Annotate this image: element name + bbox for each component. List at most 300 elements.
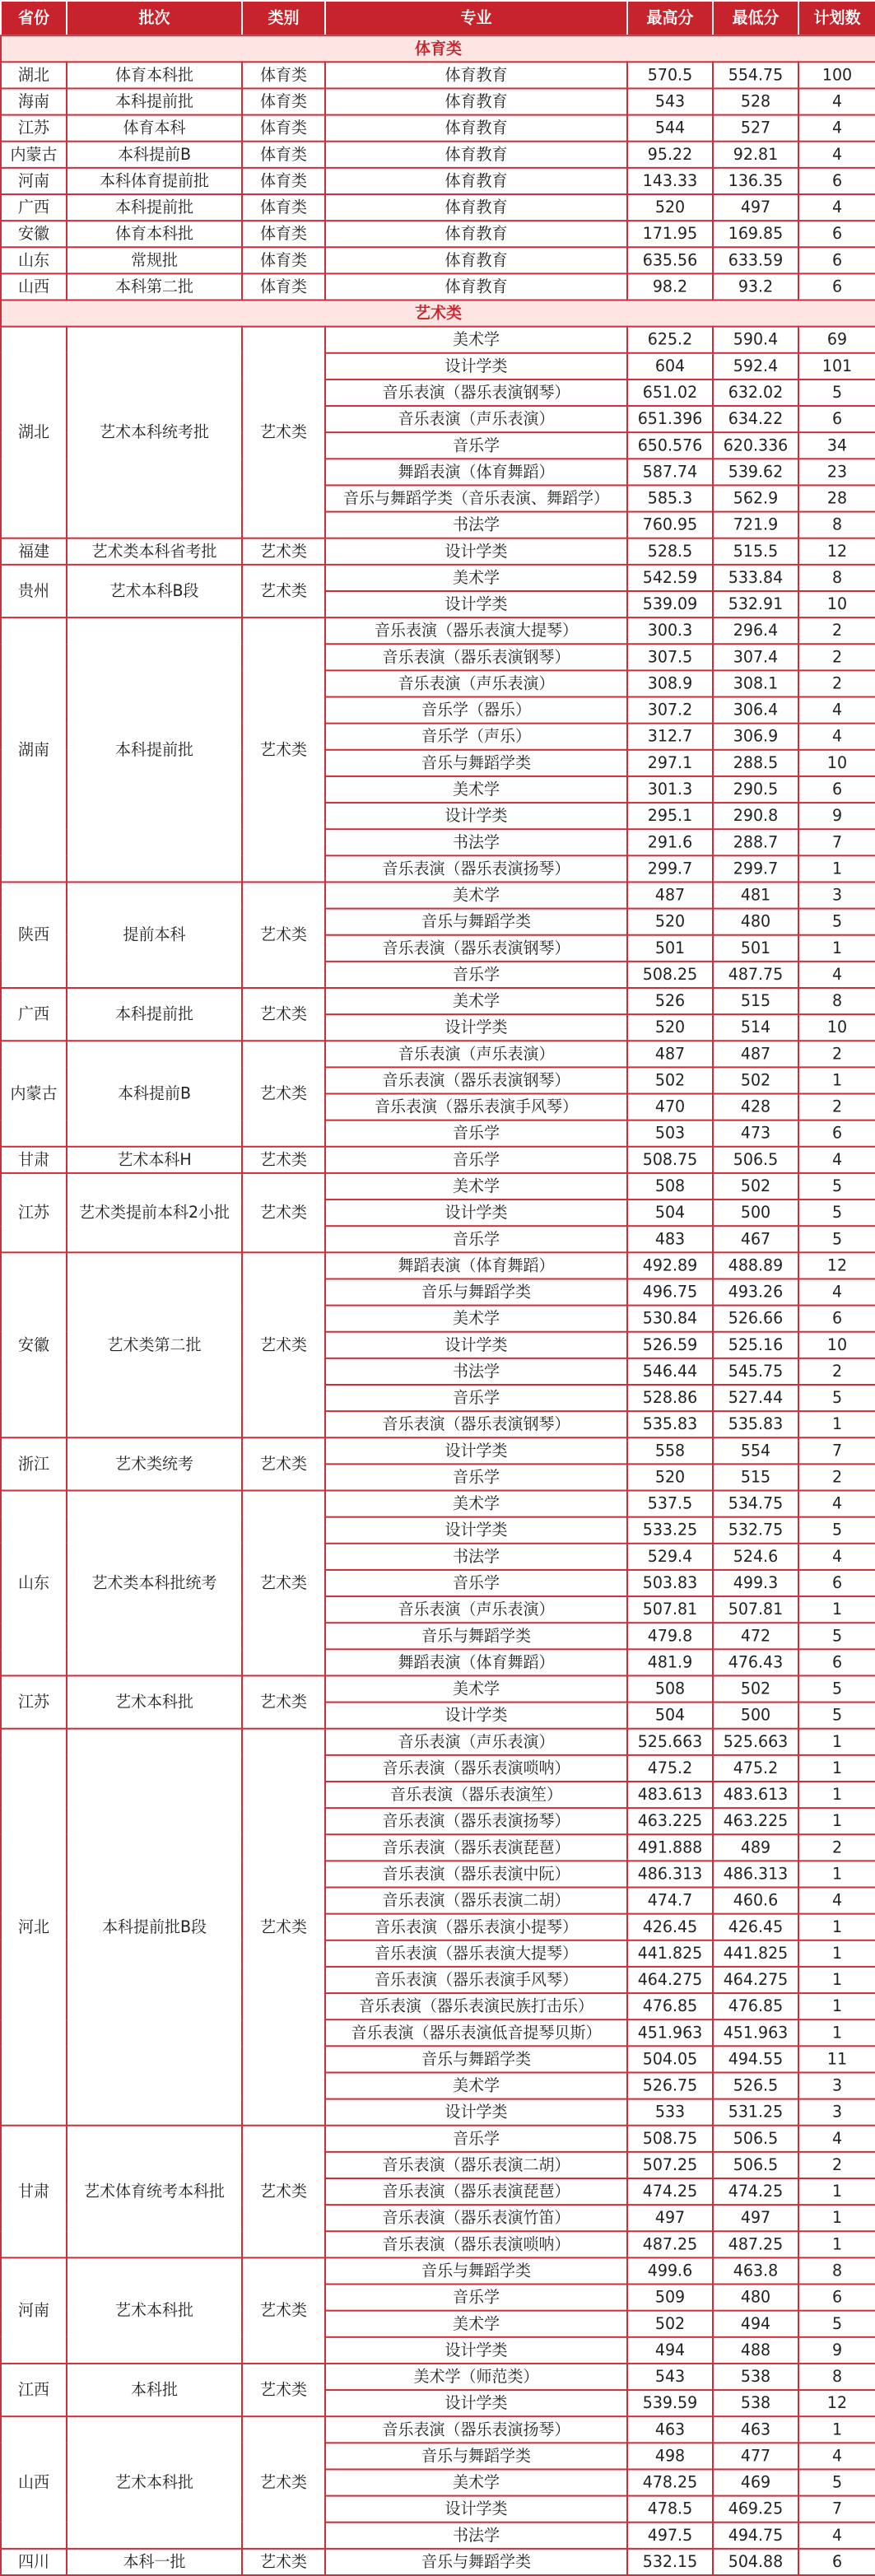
min-score-cell: 308.1: [713, 670, 798, 696]
max-score-cell: 570.5: [627, 62, 713, 88]
plan-count-cell: 1: [798, 2231, 875, 2257]
max-score-cell: 463: [627, 2416, 713, 2443]
major-cell: 音乐表演（器乐表演琵琶）: [325, 1834, 627, 1861]
category-cell: 艺术类: [242, 2549, 325, 2575]
min-score-cell: 460.6: [713, 1888, 798, 1914]
min-score-cell: 469.25: [713, 2496, 798, 2522]
max-score-cell: 526.59: [627, 1332, 713, 1358]
major-cell: 音乐表演（器乐表演中阮）: [325, 1861, 627, 1887]
plan-count-cell: 2: [798, 1094, 875, 1120]
plan-count-cell: 12: [798, 2390, 875, 2416]
major-cell: 书法学: [325, 1358, 627, 1385]
category-cell: 艺术类: [242, 565, 325, 617]
batch-cell: 体育本科: [67, 115, 242, 142]
major-cell: 音乐学: [325, 1464, 627, 1490]
min-score-cell: 633.59: [713, 247, 798, 273]
max-score-cell: 508.75: [627, 2126, 713, 2152]
plan-count-cell: 6: [798, 1570, 875, 1596]
category-cell: 体育类: [242, 88, 325, 114]
plan-count-cell: 1: [798, 1729, 875, 1755]
section-title: 艺术类: [1, 300, 875, 327]
max-score-cell: 426.45: [627, 1914, 713, 1940]
plan-count-cell: 5: [798, 380, 875, 406]
max-score-cell: 451.963: [627, 2019, 713, 2046]
major-cell: 音乐表演（器乐表演钢琴）: [325, 1411, 627, 1437]
major-cell: 音乐学: [325, 2285, 627, 2311]
table-row: [1, 1041, 875, 1067]
province-cell: 甘肃: [1, 2126, 67, 2258]
plan-count-cell: 2: [798, 670, 875, 696]
max-score-cell: 542.59: [627, 565, 713, 591]
min-score-cell: 477: [713, 2443, 798, 2469]
major-cell: 音乐表演（声乐表演）: [325, 1729, 627, 1755]
category-cell: 体育类: [242, 142, 325, 168]
plan-count-cell: 4: [798, 1147, 875, 1173]
plan-count-cell: 5: [798, 1703, 875, 1729]
major-cell: 音乐学: [325, 1147, 627, 1173]
max-score-cell: 497.5: [627, 2522, 713, 2549]
min-score-cell: 497: [713, 2205, 798, 2231]
major-cell: 美术学: [325, 2469, 627, 2495]
category-cell: 艺术类: [242, 1252, 325, 1437]
min-score-cell: 506.5: [713, 2126, 798, 2152]
plan-count-cell: 1: [798, 1967, 875, 1993]
max-score-cell: 481.9: [627, 1649, 713, 1675]
province-cell: 海南: [1, 88, 67, 114]
header-province: 省份: [1, 1, 67, 35]
table-row: [1, 142, 875, 168]
plan-count-cell: 8: [798, 512, 875, 538]
category-cell: 艺术类: [242, 1437, 325, 1490]
max-score-cell: 604: [627, 353, 713, 380]
province-cell: 湖北: [1, 327, 67, 538]
province-cell: 河南: [1, 2257, 67, 2364]
table-row: [1, 247, 875, 273]
major-cell: 音乐表演（器乐表演手风琴）: [325, 1094, 627, 1120]
table-header-row: [1, 1, 875, 35]
max-score-cell: 650.576: [627, 432, 713, 459]
min-score-cell: 288.7: [713, 829, 798, 855]
province-cell: 贵州: [1, 565, 67, 617]
major-cell: 舞蹈表演（体育舞蹈）: [325, 459, 627, 485]
table-row: [1, 115, 875, 142]
category-cell: 艺术类: [242, 882, 325, 988]
table-row: [1, 2126, 875, 2152]
major-cell: 音乐表演（声乐表演）: [325, 1041, 627, 1067]
category-cell: 体育类: [242, 194, 325, 221]
table-row: [1, 194, 875, 221]
min-score-cell: 476.43: [713, 1649, 798, 1675]
major-cell: 音乐表演（器乐表演钢琴）: [325, 1067, 627, 1093]
major-cell: 美术学: [325, 2072, 627, 2099]
batch-cell: 艺术本科B段: [67, 565, 242, 617]
plan-count-cell: 11: [798, 2046, 875, 2072]
province-cell: 河南: [1, 168, 67, 194]
major-cell: 设计学类: [325, 2390, 627, 2416]
province-cell: 四川: [1, 2549, 67, 2575]
batch-cell: 艺术本科批: [67, 2257, 242, 2364]
min-score-cell: 136.35: [713, 168, 798, 194]
major-cell: 音乐表演（声乐表演）: [325, 670, 627, 696]
max-score-cell: 539.59: [627, 2390, 713, 2416]
max-score-cell: 508.75: [627, 1147, 713, 1173]
min-score-cell: 441.825: [713, 1940, 798, 1967]
min-score-cell: 531.25: [713, 2099, 798, 2126]
max-score-cell: 544: [627, 115, 713, 142]
min-score-cell: 501: [713, 935, 798, 962]
major-cell: 音乐表演（器乐表演二胡）: [325, 2152, 627, 2178]
major-cell: 设计学类: [325, 2496, 627, 2522]
major-cell: 美术学: [325, 1675, 627, 1702]
max-score-cell: 625.2: [627, 327, 713, 353]
max-score-cell: 503.83: [627, 1570, 713, 1596]
max-score-cell: 528.86: [627, 1385, 713, 1411]
min-score-cell: 506.5: [713, 1147, 798, 1173]
plan-count-cell: 1: [798, 1755, 875, 1782]
max-score-cell: 487: [627, 882, 713, 908]
major-cell: 音乐与舞蹈学类: [325, 2257, 627, 2284]
province-cell: 山东: [1, 247, 67, 273]
province-cell: 山东: [1, 1491, 67, 1676]
category-cell: 体育类: [242, 247, 325, 273]
major-cell: 音乐学: [325, 962, 627, 988]
max-score-cell: 441.825: [627, 1940, 713, 1967]
table-row: [1, 882, 875, 908]
max-score-cell: 651.396: [627, 406, 713, 432]
min-score-cell: 590.4: [713, 327, 798, 353]
max-score-cell: 543: [627, 88, 713, 114]
table-row: [1, 1252, 875, 1279]
batch-cell: 艺术本科统考批: [67, 327, 242, 538]
plan-count-cell: 6: [798, 1306, 875, 1332]
min-score-cell: 526.66: [713, 1306, 798, 1332]
major-cell: 音乐表演（器乐表演扬琴）: [325, 1808, 627, 1834]
min-score-cell: 469: [713, 2469, 798, 2495]
plan-count-cell: 9: [798, 803, 875, 829]
major-cell: 音乐与舞蹈学类: [325, 750, 627, 776]
max-score-cell: 508: [627, 1173, 713, 1199]
plan-count-cell: 1: [798, 2178, 875, 2205]
table-body: [1, 35, 875, 2575]
province-cell: 广西: [1, 988, 67, 1041]
min-score-cell: 504.88: [713, 2549, 798, 2575]
plan-count-cell: 4: [798, 724, 875, 750]
min-score-cell: 307.4: [713, 644, 798, 670]
major-cell: 美术学（师范类）: [325, 2364, 627, 2390]
major-cell: 音乐表演（器乐表演手风琴）: [325, 1967, 627, 1993]
plan-count-cell: 6: [798, 2285, 875, 2311]
plan-count-cell: 6: [798, 221, 875, 247]
max-score-cell: 479.8: [627, 1623, 713, 1649]
plan-count-cell: 1: [798, 1596, 875, 1623]
major-cell: 体育教育: [325, 115, 627, 142]
min-score-cell: 290.5: [713, 776, 798, 803]
max-score-cell: 507.25: [627, 2152, 713, 2178]
min-score-cell: 92.81: [713, 142, 798, 168]
plan-count-cell: 2: [798, 1358, 875, 1385]
max-score-cell: 760.95: [627, 512, 713, 538]
plan-count-cell: 2: [798, 1041, 875, 1067]
major-cell: 美术学: [325, 1491, 627, 1517]
major-cell: 音乐表演（器乐表演民族打击乐）: [325, 1993, 627, 2019]
min-score-cell: 525.663: [713, 1729, 798, 1755]
major-cell: 设计学类: [325, 1703, 627, 1729]
max-score-cell: 543: [627, 2364, 713, 2390]
min-score-cell: 515: [713, 988, 798, 1014]
max-score-cell: 585.3: [627, 485, 713, 511]
max-score-cell: 533.25: [627, 1517, 713, 1544]
min-score-cell: 494.55: [713, 2046, 798, 2072]
plan-count-cell: 8: [798, 2257, 875, 2284]
batch-cell: 艺术类提前本科2小批: [67, 1173, 242, 1252]
major-cell: 体育教育: [325, 88, 627, 114]
province-cell: 河北: [1, 1729, 67, 2126]
max-score-cell: 504: [627, 1703, 713, 1729]
plan-count-cell: 6: [798, 406, 875, 432]
header-batch: 批次: [67, 1, 242, 35]
category-cell: 艺术类: [242, 988, 325, 1041]
major-cell: 音乐与舞蹈学类（音乐表演、舞蹈学）: [325, 485, 627, 511]
min-score-cell: 502: [713, 1173, 798, 1199]
batch-cell: 本科提前批: [67, 617, 242, 882]
major-cell: 音乐表演（器乐表演小提琴）: [325, 1914, 627, 1940]
table-row: [1, 1729, 875, 1755]
major-cell: 体育教育: [325, 194, 627, 221]
max-score-cell: 529.4: [627, 1544, 713, 1570]
major-cell: 美术学: [325, 988, 627, 1014]
max-score-cell: 520: [627, 909, 713, 935]
province-cell: 安徽: [1, 1252, 67, 1437]
plan-count-cell: 5: [798, 909, 875, 935]
major-cell: 音乐表演（器乐表演琵琶）: [325, 2178, 627, 2205]
max-score-cell: 501: [627, 935, 713, 962]
min-score-cell: 533.84: [713, 565, 798, 591]
max-score-cell: 502: [627, 2311, 713, 2337]
major-cell: 体育教育: [325, 62, 627, 88]
max-score-cell: 308.9: [627, 670, 713, 696]
major-cell: 音乐表演（器乐表演低音提琴贝斯）: [325, 2019, 627, 2046]
category-cell: 体育类: [242, 273, 325, 300]
batch-cell: 艺术本科批: [67, 1675, 242, 1728]
major-cell: 音乐表演（器乐表演扬琴）: [325, 855, 627, 882]
major-cell: 设计学类: [325, 591, 627, 617]
max-score-cell: 558: [627, 1437, 713, 1464]
min-score-cell: 473: [713, 1120, 798, 1147]
plan-count-cell: 6: [798, 2549, 875, 2575]
plan-count-cell: 10: [798, 1332, 875, 1358]
min-score-cell: 527: [713, 115, 798, 142]
min-score-cell: 535.83: [713, 1411, 798, 1437]
max-score-cell: 532.15: [627, 2549, 713, 2575]
plan-count-cell: 1: [798, 1914, 875, 1940]
min-score-cell: 525.16: [713, 1332, 798, 1358]
plan-count-cell: 3: [798, 2099, 875, 2126]
major-cell: 书法学: [325, 2522, 627, 2549]
min-score-cell: 538: [713, 2390, 798, 2416]
max-score-cell: 478.5: [627, 2496, 713, 2522]
plan-count-cell: 4: [798, 194, 875, 221]
plan-count-cell: 1: [798, 1411, 875, 1437]
plan-count-cell: 6: [798, 1120, 875, 1147]
table-row: [1, 988, 875, 1014]
major-cell: 美术学: [325, 776, 627, 803]
plan-count-cell: 7: [798, 2496, 875, 2522]
province-cell: 江苏: [1, 1173, 67, 1252]
max-score-cell: 312.7: [627, 724, 713, 750]
min-score-cell: 515: [713, 1464, 798, 1490]
plan-count-cell: 1: [798, 935, 875, 962]
min-score-cell: 487.75: [713, 962, 798, 988]
min-score-cell: 502: [713, 1067, 798, 1093]
table-row: [1, 617, 875, 644]
major-cell: 音乐表演（器乐表演大提琴）: [325, 617, 627, 644]
min-score-cell: 632.02: [713, 380, 798, 406]
plan-count-cell: 7: [798, 1437, 875, 1464]
section-title-row: [1, 35, 875, 62]
category-cell: 体育类: [242, 62, 325, 88]
plan-count-cell: 10: [798, 1014, 875, 1041]
plan-count-cell: 8: [798, 2364, 875, 2390]
category-cell: 艺术类: [242, 2126, 325, 2258]
table-row: [1, 538, 875, 565]
province-cell: 山西: [1, 273, 67, 300]
plan-count-cell: 1: [798, 1940, 875, 1967]
major-cell: 体育教育: [325, 168, 627, 194]
max-score-cell: 486.313: [627, 1861, 713, 1887]
category-cell: 艺术类: [242, 1491, 325, 1676]
min-score-cell: 463: [713, 2416, 798, 2443]
min-score-cell: 721.9: [713, 512, 798, 538]
min-score-cell: 506.5: [713, 2152, 798, 2178]
min-score-cell: 474.25: [713, 2178, 798, 2205]
major-cell: 音乐与舞蹈学类: [325, 909, 627, 935]
min-score-cell: 634.22: [713, 406, 798, 432]
max-score-cell: 528.5: [627, 538, 713, 565]
max-score-cell: 483.613: [627, 1782, 713, 1808]
max-score-cell: 509: [627, 2285, 713, 2311]
plan-count-cell: 3: [798, 2072, 875, 2099]
max-score-cell: 546.44: [627, 1358, 713, 1385]
min-score-cell: 524.6: [713, 1544, 798, 1570]
plan-count-cell: 69: [798, 327, 875, 353]
plan-count-cell: 1: [798, 1067, 875, 1093]
batch-cell: 艺术体育统考本科批: [67, 2126, 242, 2258]
plan-count-cell: 5: [798, 1675, 875, 1702]
category-cell: 艺术类: [242, 617, 325, 882]
plan-count-cell: 6: [798, 273, 875, 300]
major-cell: 美术学: [325, 1306, 627, 1332]
batch-cell: 本科提前B: [67, 1041, 242, 1147]
min-score-cell: 476.85: [713, 1993, 798, 2019]
max-score-cell: 520: [627, 194, 713, 221]
plan-count-cell: 5: [798, 1517, 875, 1544]
max-score-cell: 474.25: [627, 2178, 713, 2205]
max-score-cell: 507.81: [627, 1596, 713, 1623]
plan-count-cell: 10: [798, 591, 875, 617]
max-score-cell: 478.25: [627, 2469, 713, 2495]
max-score-cell: 496.75: [627, 1279, 713, 1305]
max-score-cell: 526: [627, 988, 713, 1014]
plan-count-cell: 1: [798, 2416, 875, 2443]
major-cell: 音乐与舞蹈学类: [325, 1279, 627, 1305]
max-score-cell: 299.7: [627, 855, 713, 882]
batch-cell: 艺术类第二批: [67, 1252, 242, 1437]
plan-count-cell: 4: [798, 2126, 875, 2152]
max-score-cell: 487: [627, 1041, 713, 1067]
section-title: 体育类: [1, 35, 875, 62]
min-score-cell: 507.81: [713, 1596, 798, 1623]
major-cell: 音乐学: [325, 1385, 627, 1411]
major-cell: 美术学: [325, 882, 627, 908]
max-score-cell: 503: [627, 1120, 713, 1147]
max-score-cell: 497: [627, 2205, 713, 2231]
plan-count-cell: 2: [798, 1834, 875, 1861]
category-cell: 体育类: [242, 115, 325, 142]
major-cell: 音乐表演（器乐表演钢琴）: [325, 380, 627, 406]
major-cell: 音乐表演（声乐表演）: [325, 406, 627, 432]
plan-count-cell: 12: [798, 1252, 875, 1279]
major-cell: 书法学: [325, 1544, 627, 1570]
max-score-cell: 470: [627, 1094, 713, 1120]
min-score-cell: 480: [713, 2285, 798, 2311]
major-cell: 体育教育: [325, 247, 627, 273]
plan-count-cell: 1: [798, 1808, 875, 1834]
max-score-cell: 504: [627, 1199, 713, 1226]
header-major: 专业: [325, 1, 627, 35]
category-cell: 艺术类: [242, 327, 325, 538]
major-cell: 舞蹈表演（体育舞蹈）: [325, 1649, 627, 1675]
province-cell: 内蒙古: [1, 142, 67, 168]
batch-cell: 本科提前B: [67, 142, 242, 168]
max-score-cell: 508: [627, 1675, 713, 1702]
max-score-cell: 307.5: [627, 644, 713, 670]
plan-count-cell: 4: [798, 2443, 875, 2469]
plan-count-cell: 1: [798, 2019, 875, 2046]
max-score-cell: 502: [627, 1067, 713, 1093]
province-cell: 湖北: [1, 62, 67, 88]
min-score-cell: 488.89: [713, 1252, 798, 1279]
major-cell: 音乐与舞蹈学类: [325, 2046, 627, 2072]
max-score-cell: 520: [627, 1014, 713, 1041]
min-score-cell: 296.4: [713, 617, 798, 644]
table-row: [1, 1147, 875, 1173]
major-cell: 舞蹈表演（体育舞蹈）: [325, 1252, 627, 1279]
batch-cell: 本科提前批: [67, 988, 242, 1041]
batch-cell: 体育本科批: [67, 62, 242, 88]
max-score-cell: 520: [627, 1464, 713, 1490]
table-row: [1, 221, 875, 247]
max-score-cell: 95.22: [627, 142, 713, 168]
category-cell: 艺术类: [242, 1675, 325, 1728]
plan-count-cell: 100: [798, 62, 875, 88]
plan-count-cell: 6: [798, 1649, 875, 1675]
table-row: [1, 2364, 875, 2390]
plan-count-cell: 6: [798, 168, 875, 194]
table-row: [1, 2257, 875, 2284]
table-row: [1, 1675, 875, 1702]
province-cell: 湖南: [1, 617, 67, 882]
province-cell: 江苏: [1, 115, 67, 142]
min-score-cell: 306.9: [713, 724, 798, 750]
province-cell: 内蒙古: [1, 1041, 67, 1147]
plan-count-cell: 1: [798, 1993, 875, 2019]
plan-count-cell: 4: [798, 1888, 875, 1914]
plan-count-cell: 1: [798, 1782, 875, 1808]
batch-cell: 本科提前批: [67, 88, 242, 114]
max-score-cell: 475.2: [627, 1755, 713, 1782]
major-cell: 音乐学（声乐）: [325, 724, 627, 750]
plan-count-cell: 1: [798, 1861, 875, 1887]
